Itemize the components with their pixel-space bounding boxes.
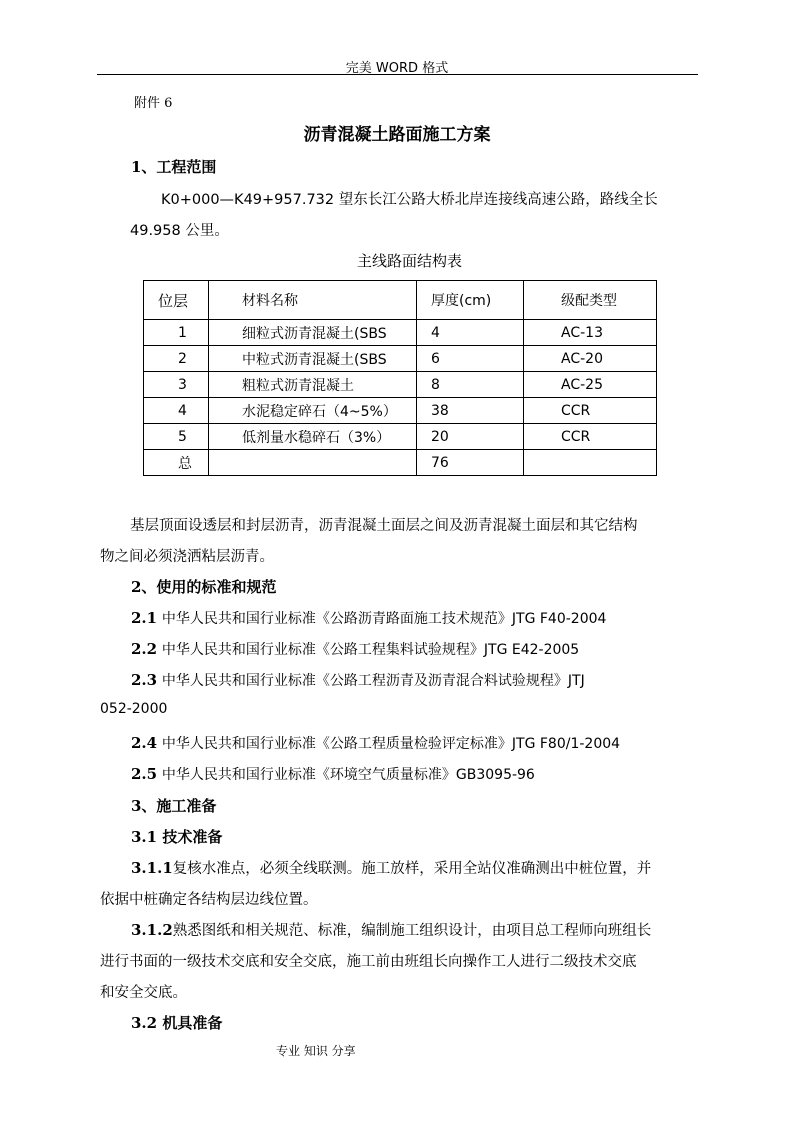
header-cell-thickness — [417, 281, 524, 320]
paragraph-a-line-2: 物之间必须浇洒粘层沥青。 — [100, 549, 274, 565]
section-1-line-2: 49.958 公里。 — [130, 223, 229, 239]
standard-item-text: 中华人民共和国行业标准《公路工程集料试验规程》JTG E42-2005 — [161, 642, 580, 658]
table-row — [144, 372, 657, 398]
table-row — [144, 346, 657, 372]
table-row — [144, 398, 657, 424]
section-2-heading: 2、使用的标准和规范 — [131, 578, 277, 596]
table-cell: 38 — [431, 402, 449, 419]
table-cell: 5 — [178, 428, 187, 445]
subsection-number: 3.2 — [131, 1014, 158, 1032]
table-cell: AC-20 — [561, 350, 603, 367]
standard-item — [131, 608, 606, 628]
header-rule — [97, 74, 698, 75]
header-cell-grading — [524, 281, 657, 320]
standard-item-text: 中华人民共和国行业标准《公路工程沥青及沥青混合料试验规程》JTJ — [161, 673, 585, 689]
standard-item — [131, 670, 585, 690]
standard-item-text: 中华人民共和国行业标准《公路工程质量检验评定标准》JTG F80/1-2004 — [161, 736, 621, 752]
subsection-label: 技术准备 — [162, 828, 223, 846]
table-cell: CCR — [561, 402, 591, 419]
subsection-number: 3.1 — [131, 828, 158, 846]
standard-item-text: 中华人民共和国行业标准《公路沥青路面施工技术规范》JTG F40-2004 — [161, 611, 607, 627]
table-cell: 2 — [178, 350, 187, 367]
paragraph-text: 复核水准点，必须全线联测。施工放样，采用全站仪准确测出中桩位置，并 — [172, 861, 652, 877]
document-title: 沥青混凝土路面施工方案 — [303, 125, 491, 145]
table-total-row — [144, 450, 657, 476]
table-cell: 76 — [431, 454, 449, 471]
table-cell: AC-13 — [561, 324, 603, 341]
header-grading-label: 级配类型 — [561, 293, 617, 309]
paragraph-3-1-1-line-1 — [131, 857, 651, 878]
standard-item-3-continuation: 052-2000 — [100, 701, 168, 717]
table-caption: 主线路面结构表 — [357, 252, 463, 270]
table-cell: 8 — [431, 376, 440, 393]
table-cell: 20 — [431, 428, 449, 445]
paragraph-a-line-1: 基层顶面设透层和封层沥青，沥青混凝土面层之间及沥青混凝土面层和其它结构 — [130, 518, 638, 534]
standard-item-number: 2.3 — [131, 671, 158, 689]
standard-item — [131, 639, 579, 659]
table-cell: 6 — [431, 350, 440, 367]
header-material-label: 材料名称 — [242, 293, 298, 309]
subsection-3-1-heading — [131, 826, 222, 847]
table-cell: 4 — [431, 324, 440, 341]
table-header-row — [144, 281, 657, 320]
paragraph-text: 熟悉图纸和相关规范、标准，编制施工组织设计，由项目总工程师向班组长 — [172, 923, 652, 939]
page-footer: 专业 知识 分享 — [276, 1044, 356, 1058]
attachment-label: 附件 6 — [134, 96, 173, 111]
standard-item-number: 2.4 — [131, 734, 158, 752]
table-cell: 4 — [178, 402, 187, 419]
section-3-heading: 3、施工准备 — [131, 797, 217, 815]
table-cell: AC-25 — [561, 376, 603, 393]
standard-item-number: 2.5 — [131, 765, 158, 783]
table-cell: 1 — [178, 324, 187, 341]
table-row — [144, 424, 657, 450]
table-cell: 水泥稳定碎石（4~5%） — [242, 403, 397, 420]
standard-item-text: 中华人民共和国行业标准《环境空气质量标准》GB3095-96 — [161, 767, 535, 783]
standard-item — [131, 733, 620, 753]
subsection-label: 机具准备 — [162, 1014, 223, 1032]
paragraph-number: 3.1.2 — [131, 921, 173, 939]
header-layer-label: 位层 — [158, 291, 189, 310]
table-cell: 总 — [178, 455, 192, 472]
subsection-3-2-heading — [131, 1012, 222, 1033]
page-header: 完美 WORD 格式 — [345, 61, 449, 76]
paragraph-3-1-1-line-2: 依据中桩确定各结构层边线位置。 — [100, 892, 318, 908]
header-thickness-label: 厚度(cm) — [431, 293, 492, 309]
standard-item — [131, 764, 535, 784]
paragraph-3-1-2-line-1 — [131, 919, 651, 940]
pavement-structure-table — [143, 280, 657, 476]
paragraph-number: 3.1.1 — [131, 859, 173, 877]
paragraph-3-1-2-line-2: 进行书面的一级技术交底和安全交底，施工前由班组长向操作工人进行二级技术交底 — [100, 954, 637, 970]
paragraph-3-1-2-line-3: 和安全交底。 — [100, 985, 187, 1001]
standard-item-number: 2.2 — [131, 640, 158, 658]
section-1-heading: 1、工程范围 — [131, 158, 217, 176]
standard-item-number: 2.1 — [131, 609, 158, 627]
table-cell: 中粒式沥青混凝土(SBS — [242, 351, 387, 368]
table-cell: CCR — [561, 428, 591, 445]
table-cell: 粗粒式沥青混凝土 — [242, 377, 354, 394]
table-cell: 细粒式沥青混凝土(SBS — [242, 325, 387, 342]
table-cell: 3 — [178, 376, 187, 393]
table-cell: 低剂量水稳碎石（3%） — [242, 429, 391, 446]
header-cell-layer — [144, 281, 209, 320]
section-1-line-1: K0+000—K49+957.732 望东长江公路大桥北岸连接线高速公路，路线全长 — [161, 192, 658, 208]
table-row — [144, 320, 657, 346]
header-cell-material — [209, 281, 417, 320]
